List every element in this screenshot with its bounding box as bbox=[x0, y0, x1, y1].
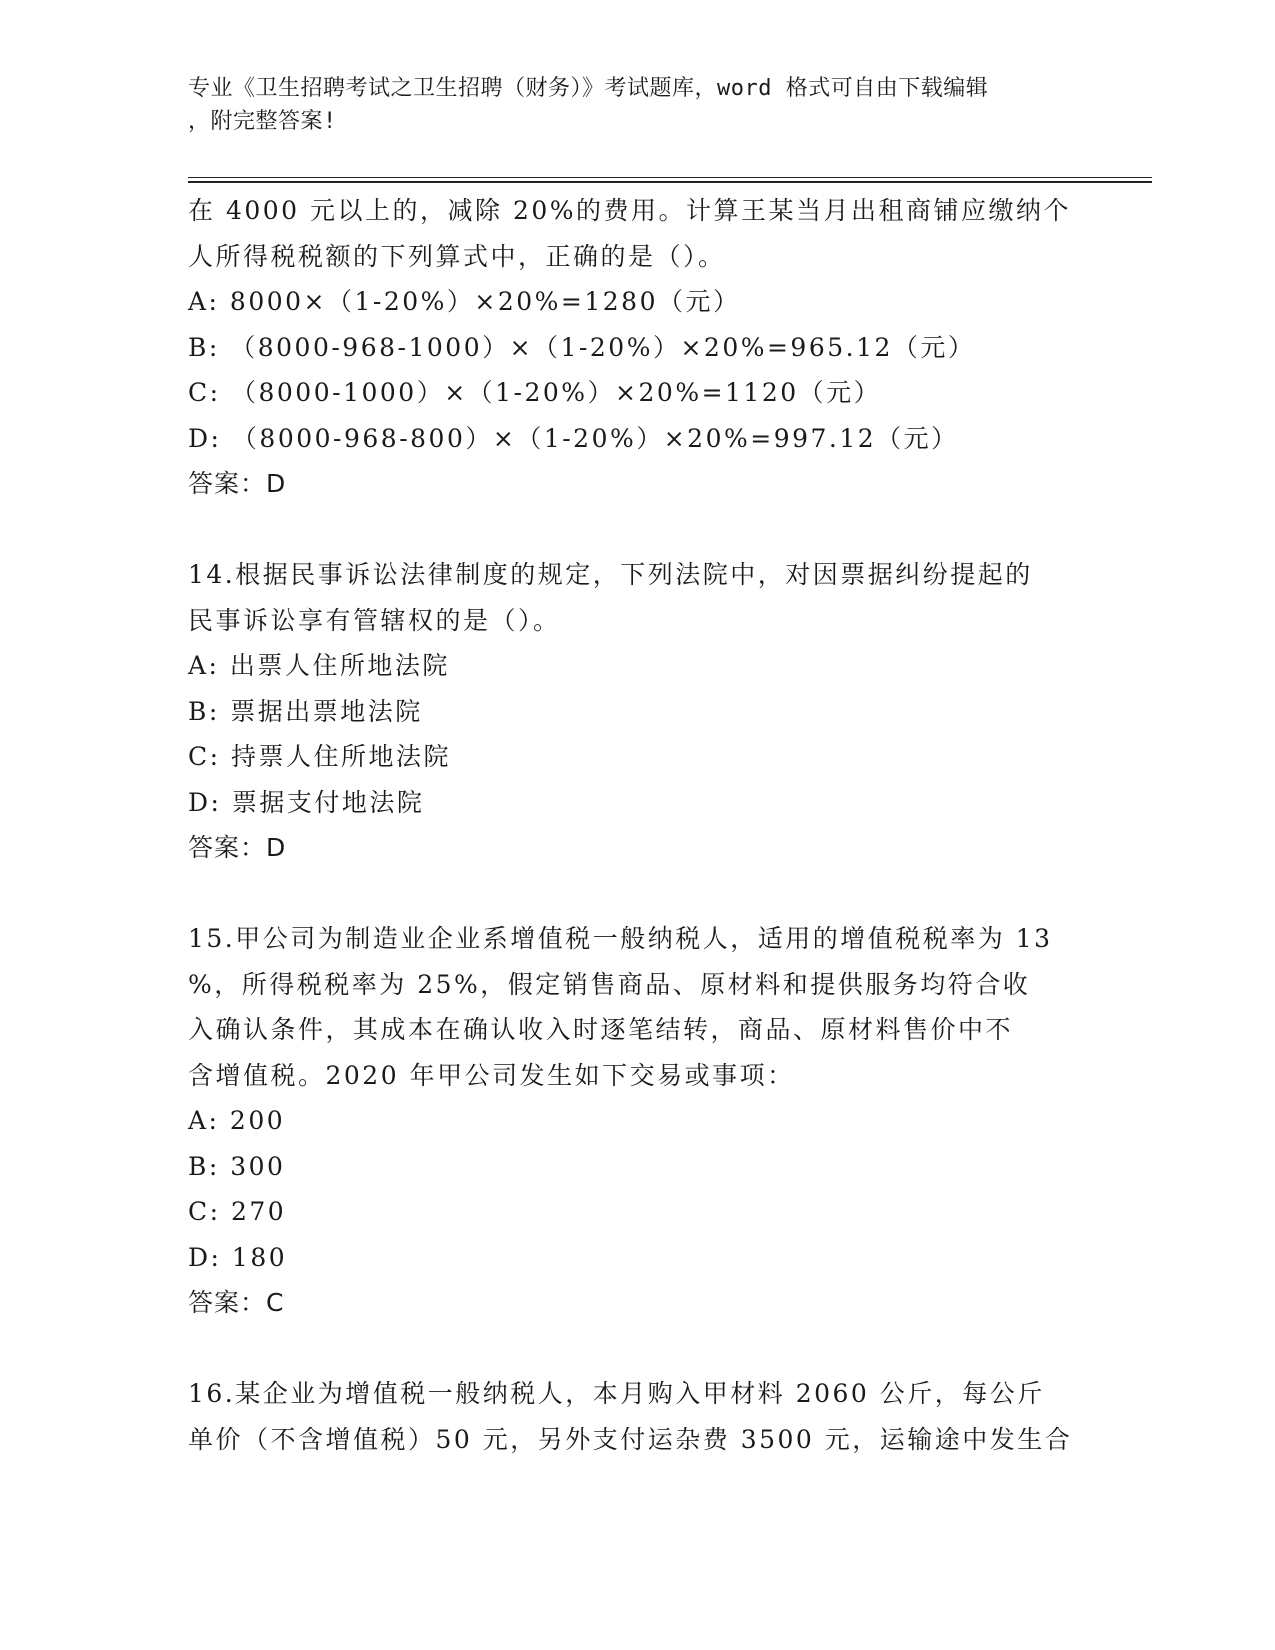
header-title-line-2: ，附完整答案! bbox=[188, 109, 337, 134]
header-title-line-1: 专业《卫生招聘考试之卫生招聘（财务）》考试题库，word 格式可自由下载编辑 bbox=[188, 76, 989, 101]
question-stem-line: 在 4000 元以上的，减除 20%的费用。计算王某当月出租商铺应缴纳个 bbox=[188, 196, 1072, 225]
option-a: A: 出票人住所地法院 bbox=[188, 651, 450, 680]
spacer bbox=[188, 871, 1088, 917]
answer-line: 答案：C bbox=[188, 1288, 285, 1317]
question-list bbox=[188, 188, 1088, 1462]
option-a: A: 8000×（1-20%）×20%=1280（元） bbox=[188, 287, 741, 316]
question-stem-line: 单价（不含增值税）50 元，另外支付运杂费 3500 元，运输途中发生合 bbox=[188, 1424, 1073, 1454]
answer-line: 答案：D bbox=[188, 833, 287, 862]
question-stem-line: 14.根据民事诉讼法律制度的规定，下列法院中，对因票据纠纷提起的 bbox=[188, 560, 1033, 589]
answer-line: 答案：D bbox=[188, 469, 287, 498]
header-divider-thick bbox=[188, 181, 1152, 183]
option-b: B: 票据出票地法院 bbox=[188, 696, 423, 726]
option-d: D: 票据支付地法院 bbox=[188, 787, 425, 817]
question-stem-line: 15.甲公司为制造业企业系增值税一般纳税人，适用的增值税税率为 13 bbox=[188, 924, 1053, 953]
question-stem-line: 含增值税。2020 年甲公司发生如下交易或事项： bbox=[188, 1060, 795, 1090]
option-d: D: （8000-968-800）×（1-20%）×20%=997.12（元） bbox=[188, 423, 959, 453]
question-14 bbox=[188, 552, 1088, 871]
question-stem-line: 民事诉讼享有管辖权的是（）。 bbox=[188, 605, 561, 635]
document-header bbox=[188, 72, 1068, 138]
question-stem-line: 人所得税税额的下列算式中，正确的是（）。 bbox=[188, 241, 726, 271]
question-stem-line: %，所得税税率为 25%，假定销售商品、原材料和提供服务均符合收 bbox=[188, 969, 1031, 999]
spacer bbox=[188, 507, 1088, 553]
header-divider-thin bbox=[188, 177, 1152, 178]
spacer bbox=[188, 1326, 1088, 1372]
question-13 bbox=[188, 188, 1088, 507]
option-b: B: （8000-968-1000）×（1-20%）×20%=965.12（元） bbox=[188, 332, 976, 362]
question-16 bbox=[188, 1371, 1088, 1462]
option-c: C: 持票人住所地法院 bbox=[188, 742, 451, 771]
option-b: B: 300 bbox=[188, 1151, 286, 1181]
question-15 bbox=[188, 916, 1088, 1326]
question-stem-line: 16.某企业为增值税一般纳税人，本月购入甲材料 2060 公斤，每公斤 bbox=[188, 1379, 1045, 1408]
question-stem-line: 入确认条件，其成本在确认收入时逐笔结转，商品、原材料售价中不 bbox=[188, 1015, 1014, 1044]
option-a: A: 200 bbox=[188, 1106, 286, 1135]
option-d: D: 180 bbox=[188, 1242, 288, 1272]
option-c: C: 270 bbox=[188, 1197, 287, 1226]
option-c: C: （8000-1000）×（1-20%）×20%=1120（元） bbox=[188, 378, 882, 407]
